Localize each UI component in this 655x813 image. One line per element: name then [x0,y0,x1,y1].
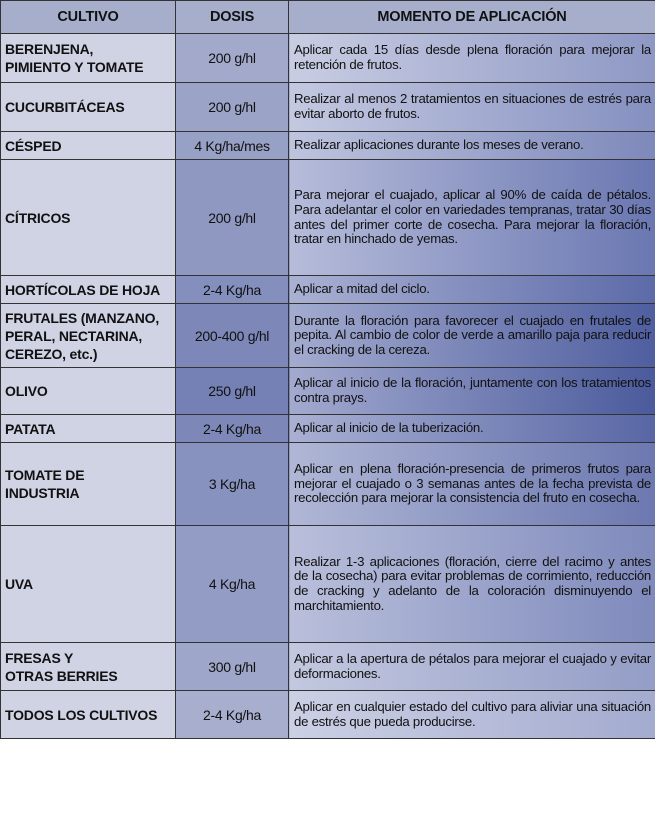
moment-cell: Aplicar a mitad del ciclo. [289,276,655,304]
dose-cell: 4 Kg/ha [176,526,289,643]
crop-cell: CÉSPED [1,132,176,160]
crop-cell: HORTÍCOLAS DE HOJA [1,276,176,304]
table-row [1,276,655,304]
dose-cell: 300 g/hl [176,643,289,691]
dose-cell: 2-4 Kg/ha [176,276,289,304]
crop-cell: TOMATE DE INDUSTRIA [1,443,176,526]
crop-cell: BERENJENA, PIMIENTO Y TOMATE [1,34,176,83]
dose-cell: 2-4 Kg/ha [176,415,289,443]
crop-cell: CUCURBITÁCEAS [1,83,176,132]
table-row [1,443,655,526]
moment-cell: Realizar 1-3 aplicaciones (floración, cierre del racimo y antes de la cosecha) para evitar problemas de corrimiento, reducción de cracking y adelanto de la coloración disminuyendo el marchitamiento. [289,526,655,643]
moment-cell: Aplicar cada 15 días desde plena floración para mejorar la retención de frutos. [289,34,655,83]
moment-cell: Aplicar al inicio de la tuberización. [289,415,655,443]
crop-cell: UVA [1,526,176,643]
table-body [1,34,655,739]
table-row [1,304,655,368]
table-header [1,1,655,34]
dose-cell: 4 Kg/ha/mes [176,132,289,160]
crop-cell: FRUTALES (MANZANO, PERAL, NECTARINA, CEREZO, etc.) [1,304,176,368]
table-row [1,368,655,415]
header-row [1,1,655,34]
table-row [1,160,655,276]
dose-cell: 250 g/hl [176,368,289,415]
moment-cell: Aplicar a la apertura de pétalos para mejorar el cuajado y evitar deformaciones. [289,643,655,691]
crop-cell: FRESAS Y OTRAS BERRIES [1,643,176,691]
moment-cell: Aplicar al inicio de la floración, juntamente con los tratamientos contra prays. [289,368,655,415]
dose-cell: 200-400 g/hl [176,304,289,368]
header-crop: CULTIVO [1,1,176,34]
moment-cell: Realizar al menos 2 tratamientos en situaciones de estrés para evitar aborto de frutos. [289,83,655,132]
table-row [1,132,655,160]
crop-cell: CÍTRICOS [1,160,176,276]
moment-cell: Realizar aplicaciones durante los meses de verano. [289,132,655,160]
moment-cell: Durante la floración para favorecer el cuajado en frutales de pepita. Al cambio de color de verde a amarillo paja para reducir el cracking de la cereza. [289,304,655,368]
table-row [1,643,655,691]
table-row [1,415,655,443]
table-row [1,526,655,643]
table-row [1,691,655,739]
table-row [1,34,655,83]
dose-cell: 2-4 Kg/ha [176,691,289,739]
crop-cell: PATATA [1,415,176,443]
crop-cell: OLIVO [1,368,176,415]
dose-cell: 3 Kg/ha [176,443,289,526]
header-dose: DOSIS [176,1,289,34]
dose-cell: 200 g/hl [176,160,289,276]
header-moment: MOMENTO DE APLICACIÓN [289,1,655,34]
table-row [1,83,655,132]
dose-cell: 200 g/hl [176,83,289,132]
moment-cell: Aplicar en cualquier estado del cultivo para aliviar una situación de estrés que pueda producirse. [289,691,655,739]
dose-cell: 200 g/hl [176,34,289,83]
crop-cell: TODOS LOS CULTIVOS [1,691,176,739]
moment-cell: Para mejorar el cuajado, aplicar al 90% de caída de pétalos. Para adelantar el color en variedades tempranas, tratar 30 días antes del primer corte de cosecha. Para mejorar la floración, tratar en hinchado de yemas. [289,160,655,276]
moment-cell: Aplicar en plena floración-presencia de primeros frutos para mejorar el cuajado o 3 semanas antes de la fecha prevista de recolección para mejorar la consistencia del fruto en cosecha. [289,443,655,526]
